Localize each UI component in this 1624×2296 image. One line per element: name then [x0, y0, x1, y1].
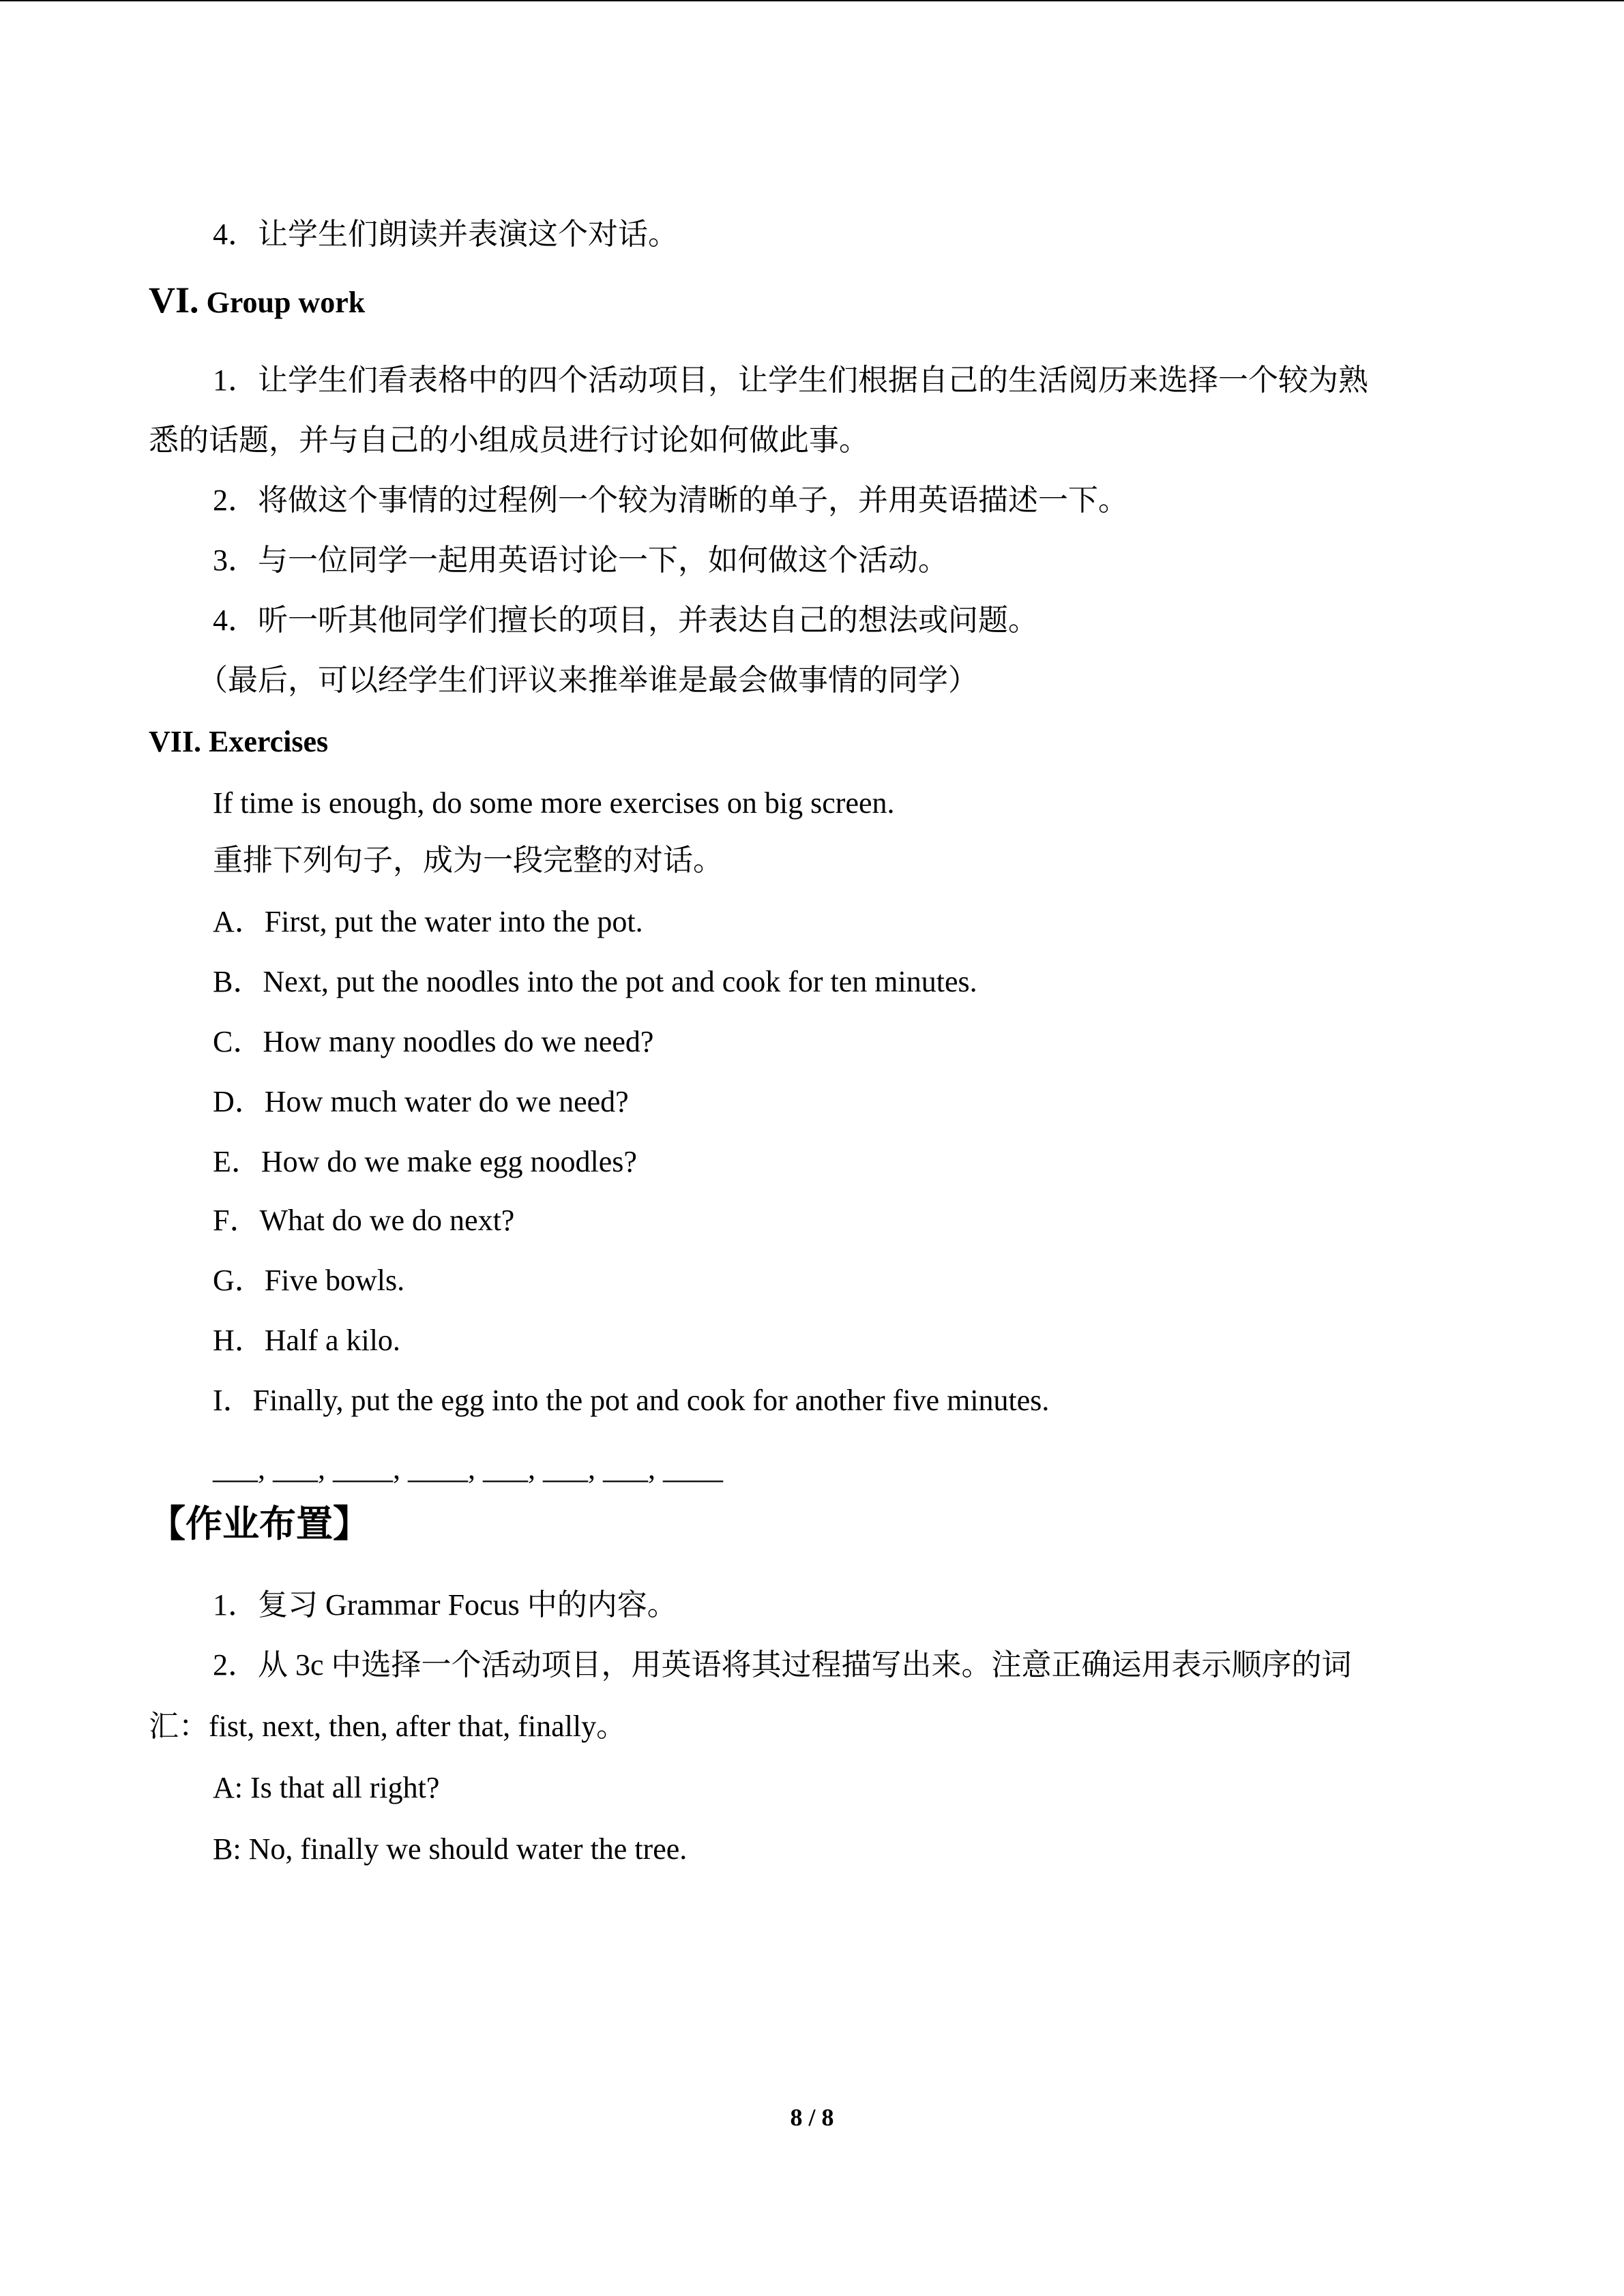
homework-item-2: 2．从 3c 中选择一个活动项目，用英语将其过程描写出来。注意正确运用表示顺序的词: [213, 1648, 1352, 1682]
option-f: F．What do we do next?: [213, 1204, 515, 1237]
option-e: E．How do we make egg noodles?: [213, 1145, 637, 1178]
group-work-item-2: 2．将做这个事情的过程例一个较为清晰的单子，并用英语描述一下。: [213, 483, 1128, 517]
homework-item-2-cont: 汇：fist, next, then, after that, finally。: [149, 1710, 627, 1743]
group-work-item-3: 3．与一位同学一起用英语讨论一下，如何做这个活动。: [213, 543, 948, 577]
option-h: H．Half a kilo.: [213, 1324, 400, 1357]
section-6-numeral: VI.: [149, 280, 199, 320]
section-6-title: Group work: [206, 286, 366, 319]
exercises-intro: If time is enough, do some more exercises on big screen.: [213, 786, 895, 820]
option-b: B．Next, put the noodles into the pot and cook for ten minutes.: [213, 965, 977, 998]
exercises-instruction: 重排下列句子，成为一段完整的对话。: [213, 844, 723, 877]
homework-item-1: 1．复习 Grammar Focus 中的内容。: [213, 1588, 677, 1622]
page-number: 8 / 8: [790, 2104, 834, 2131]
section-7-heading: VII. Exercises: [149, 725, 329, 758]
option-c: C．How many noodles do we need?: [213, 1025, 654, 1058]
option-d: D．How much water do we need?: [213, 1085, 629, 1118]
group-work-item-1: 1．让学生们看表格中的四个活动项目，让学生们根据自己的生活阅历来选择一个较为熟: [213, 363, 1368, 397]
option-a: A．First, put the water into the pot.: [213, 905, 643, 938]
section-6-heading: [149, 281, 365, 322]
dialogue-line-a: A: Is that all right?: [213, 1771, 440, 1804]
group-work-item-4: 4．听一听其他同学们擅长的项目，并表达自己的想法或问题。: [213, 603, 1038, 637]
group-work-item-1-cont: 悉的话题，并与自己的小组成员进行讨论如何做此事。: [149, 423, 869, 457]
group-work-note: （最后，可以经学生们评议来推举谁是最会做事情的同学）: [198, 664, 978, 697]
dialogue-line-b: B: No, finally we should water the tree.: [213, 1832, 688, 1866]
homework-title: 【作业布置】: [149, 1502, 370, 1545]
option-i: I．Finally, put the egg into the pot and cook for another five minutes.: [213, 1384, 1050, 1417]
step-4-text: 4．让学生们朗读并表演这个对话。: [213, 218, 678, 251]
option-g: G．Five bowls.: [213, 1264, 405, 1297]
answer-blanks: ___, ___, ____, ____, ___, ___, ___, ____: [213, 1452, 723, 1485]
